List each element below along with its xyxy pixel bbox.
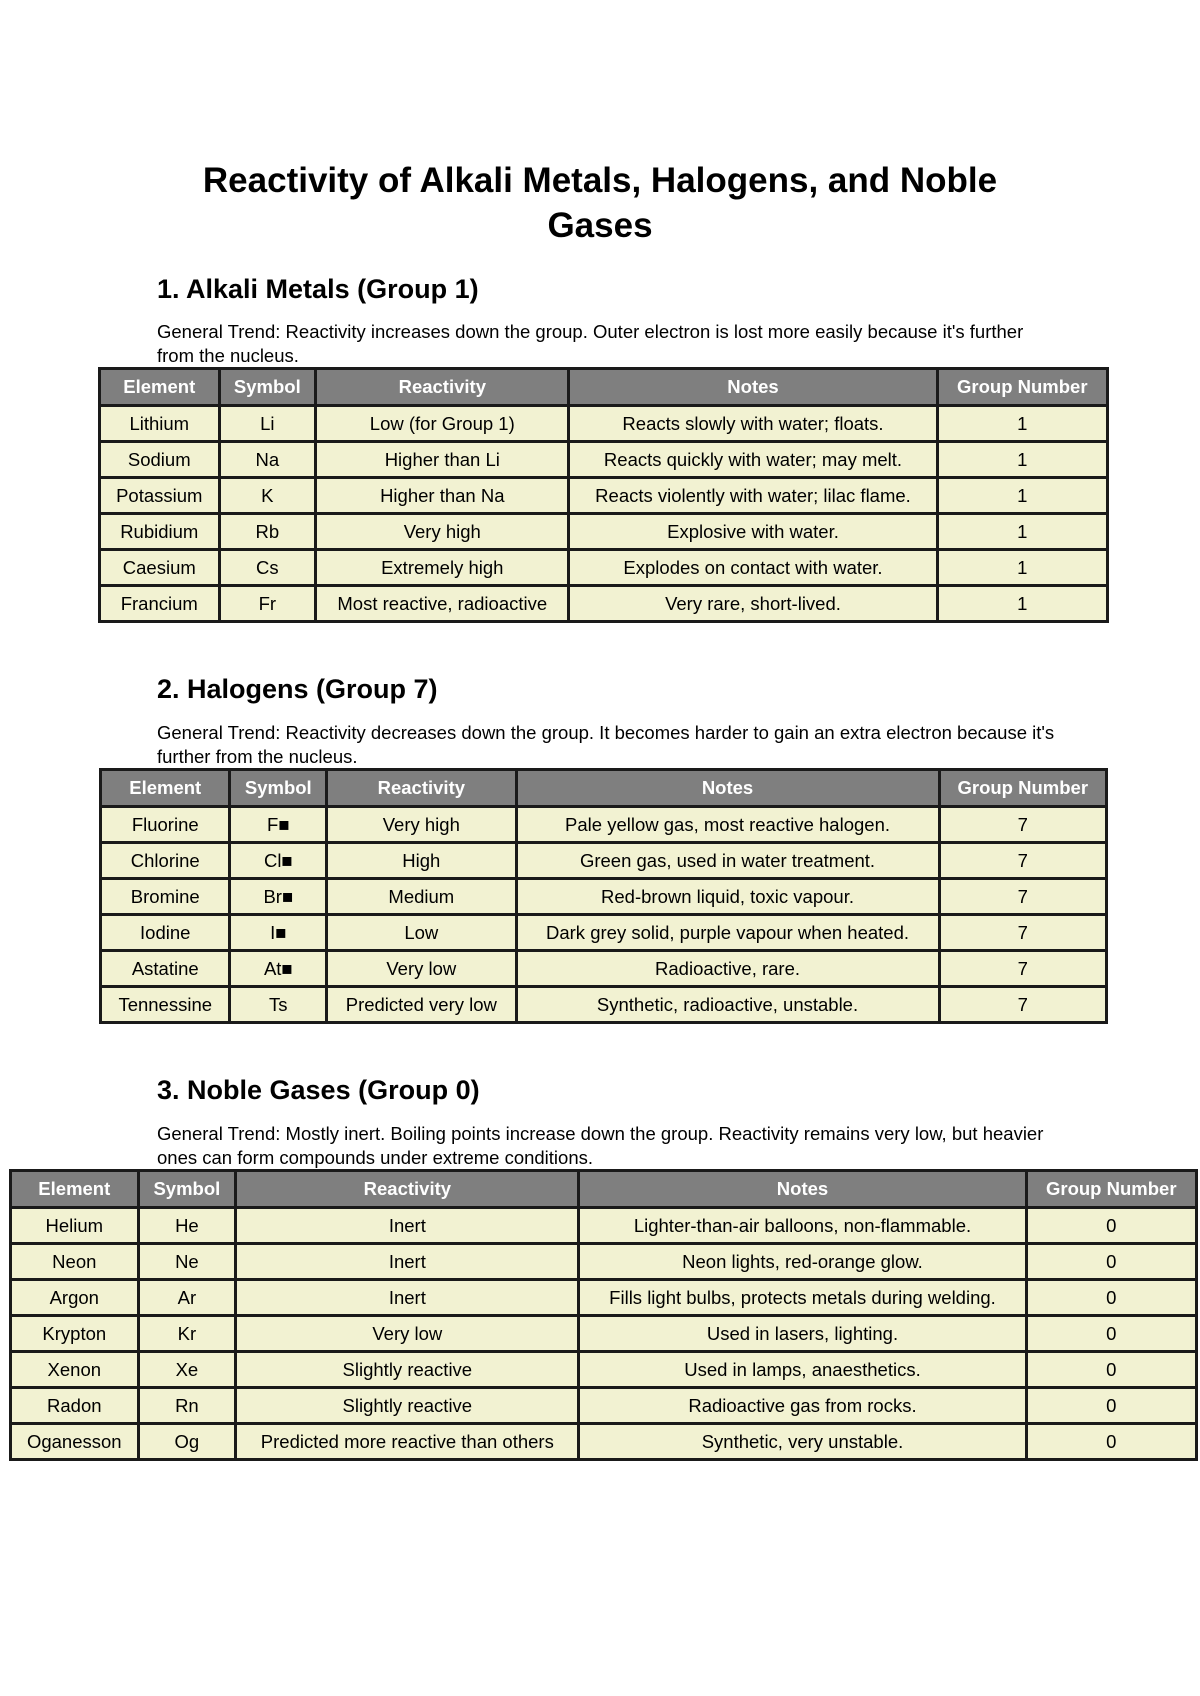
table-cell: Oganesson <box>11 1424 139 1460</box>
table-cell: Dark grey solid, purple vapour when heated. <box>516 915 939 951</box>
table-cell: Red-brown liquid, toxic vapour. <box>516 879 939 915</box>
table-cell: 0 <box>1026 1316 1196 1352</box>
table-cell: Tennessine <box>101 987 230 1023</box>
table-cell: Chlorine <box>101 843 230 879</box>
table-cell: 1 <box>937 442 1107 478</box>
table-cell: Pale yellow gas, most reactive halogen. <box>516 807 939 843</box>
table-row <box>100 478 1108 514</box>
table-cell: Reacts slowly with water; floats. <box>569 406 937 442</box>
table-cell: 1 <box>937 478 1107 514</box>
halogens-table <box>99 768 1108 1024</box>
table-cell: I■ <box>230 915 327 951</box>
table-cell: 7 <box>939 951 1106 987</box>
table-cell: Low <box>327 915 516 951</box>
table-cell: F■ <box>230 807 327 843</box>
column-header: Notes <box>516 770 939 807</box>
table-cell: Ne <box>138 1244 236 1280</box>
column-header: Reactivity <box>236 1171 579 1208</box>
table-cell: Synthetic, radioactive, unstable. <box>516 987 939 1023</box>
table-cell: Neon lights, red-orange glow. <box>579 1244 1026 1280</box>
table-row <box>100 442 1108 478</box>
table-cell: 1 <box>937 514 1107 550</box>
table-cell: 7 <box>939 987 1106 1023</box>
table-cell: 7 <box>939 807 1106 843</box>
column-header: Reactivity <box>327 770 516 807</box>
table-row <box>11 1424 1197 1460</box>
table-cell: 0 <box>1026 1244 1196 1280</box>
table-cell: Bromine <box>101 879 230 915</box>
alkali-metals-table <box>98 367 1109 623</box>
table-cell: Inert <box>236 1244 579 1280</box>
column-header: Group Number <box>939 770 1106 807</box>
table-cell: Inert <box>236 1208 579 1244</box>
column-header: Element <box>100 369 220 406</box>
general-trend-text: General Trend: Reactivity decreases down the group. It becomes harder to gain an extra electron because it's further from the nucleus. <box>157 722 1055 767</box>
table-cell: K <box>219 478 316 514</box>
column-header: Notes <box>569 369 937 406</box>
table-cell: Explosive with water. <box>569 514 937 550</box>
table-cell: Li <box>219 406 316 442</box>
table-cell: Used in lasers, lighting. <box>579 1316 1026 1352</box>
table-row <box>101 879 1107 915</box>
table-cell: Kr <box>138 1316 236 1352</box>
column-header: Notes <box>579 1171 1026 1208</box>
table-cell: 7 <box>939 879 1106 915</box>
table-cell: Rn <box>138 1388 236 1424</box>
table-row <box>11 1316 1197 1352</box>
table-row <box>101 915 1107 951</box>
table-cell: Potassium <box>100 478 220 514</box>
table-cell: 1 <box>937 586 1107 622</box>
table-cell: Slightly reactive <box>236 1388 579 1424</box>
table-cell: 0 <box>1026 1352 1196 1388</box>
table-cell: Fr <box>219 586 316 622</box>
table-cell: Higher than Na <box>316 478 569 514</box>
table-cell: He <box>138 1208 236 1244</box>
table-row <box>100 550 1108 586</box>
table-cell: Astatine <box>101 951 230 987</box>
table-row <box>100 586 1108 622</box>
column-header: Reactivity <box>316 369 569 406</box>
table-cell: Sodium <box>100 442 220 478</box>
table-row <box>11 1208 1197 1244</box>
table-cell: Rb <box>219 514 316 550</box>
table-cell: Predicted very low <box>327 987 516 1023</box>
table-cell: Fluorine <box>101 807 230 843</box>
table-cell: At■ <box>230 951 327 987</box>
table-cell: Reacts quickly with water; may melt. <box>569 442 937 478</box>
table-cell: Cs <box>219 550 316 586</box>
table-row <box>101 987 1107 1023</box>
table-row <box>100 514 1108 550</box>
table-row <box>11 1352 1197 1388</box>
section-heading: 3. Noble Gases (Group 0) <box>157 1075 480 1105</box>
table-cell: Radioactive, rare. <box>516 951 939 987</box>
table-header-row <box>100 369 1108 406</box>
table-cell: High <box>327 843 516 879</box>
table-cell: Caesium <box>100 550 220 586</box>
column-header: Element <box>11 1171 139 1208</box>
table-cell: Explodes on contact with water. <box>569 550 937 586</box>
table-cell: Very rare, short-lived. <box>569 586 937 622</box>
noble-gases-table <box>9 1169 1198 1461</box>
section-heading: 2. Halogens (Group 7) <box>157 674 438 704</box>
table-cell: Francium <box>100 586 220 622</box>
table-cell: Very low <box>327 951 516 987</box>
table-cell: Synthetic, very unstable. <box>579 1424 1026 1460</box>
table-cell: Higher than Li <box>316 442 569 478</box>
table-cell: Xenon <box>11 1352 139 1388</box>
table-cell: 7 <box>939 915 1106 951</box>
table-cell: Krypton <box>11 1316 139 1352</box>
table-cell: Neon <box>11 1244 139 1280</box>
table-cell: 0 <box>1026 1388 1196 1424</box>
table-cell: Lithium <box>100 406 220 442</box>
general-trend-text: General Trend: Reactivity increases down the group. Outer electron is lost more easily because it's further from the nucleus. <box>157 321 1024 366</box>
table-cell: Reacts violently with water; lilac flame. <box>569 478 937 514</box>
table-cell: Very high <box>327 807 516 843</box>
table-cell: Radioactive gas from rocks. <box>579 1388 1026 1424</box>
column-header: Group Number <box>1026 1171 1196 1208</box>
table-row <box>11 1388 1197 1424</box>
table-cell: Og <box>138 1424 236 1460</box>
table-cell: Used in lamps, anaesthetics. <box>579 1352 1026 1388</box>
page-title: Reactivity of Alkali Metals, Halogens, and Noble Gases <box>202 161 998 245</box>
table-cell: Very low <box>236 1316 579 1352</box>
table-cell: Rubidium <box>100 514 220 550</box>
table-cell: 0 <box>1026 1424 1196 1460</box>
general-trend-text: General Trend: Mostly inert. Boiling points increase down the group. Reactivity remains very low, but heavier ones can form compounds under extreme conditions. <box>157 1123 1044 1168</box>
table-cell: Br■ <box>230 879 327 915</box>
table-cell: Helium <box>11 1208 139 1244</box>
table-cell: Predicted more reactive than others <box>236 1424 579 1460</box>
table-row <box>101 843 1107 879</box>
table-cell: Cl■ <box>230 843 327 879</box>
table-cell: Inert <box>236 1280 579 1316</box>
column-header: Group Number <box>937 369 1107 406</box>
table-cell: 0 <box>1026 1280 1196 1316</box>
table-cell: 7 <box>939 843 1106 879</box>
table-cell: Ts <box>230 987 327 1023</box>
table-cell: Green gas, used in water treatment. <box>516 843 939 879</box>
table-row <box>101 807 1107 843</box>
column-header: Symbol <box>230 770 327 807</box>
table-header-row <box>101 770 1107 807</box>
column-header: Element <box>101 770 230 807</box>
table-cell: Xe <box>138 1352 236 1388</box>
table-cell: Extremely high <box>316 550 569 586</box>
table-cell: Ar <box>138 1280 236 1316</box>
table-cell: Slightly reactive <box>236 1352 579 1388</box>
table-cell: Fills light bulbs, protects metals during welding. <box>579 1280 1026 1316</box>
table-cell: Very high <box>316 514 569 550</box>
table-cell: Lighter-than-air balloons, non-flammable. <box>579 1208 1026 1244</box>
table-cell: 0 <box>1026 1208 1196 1244</box>
table-header-row <box>11 1171 1197 1208</box>
table-cell: Medium <box>327 879 516 915</box>
table-cell: 1 <box>937 550 1107 586</box>
table-cell: Radon <box>11 1388 139 1424</box>
table-cell: Na <box>219 442 316 478</box>
table-cell: 1 <box>937 406 1107 442</box>
table-row <box>100 406 1108 442</box>
table-row <box>11 1280 1197 1316</box>
table-row <box>11 1244 1197 1280</box>
table-row <box>101 951 1107 987</box>
column-header: Symbol <box>219 369 316 406</box>
table-cell: Argon <box>11 1280 139 1316</box>
column-header: Symbol <box>138 1171 236 1208</box>
table-cell: Low (for Group 1) <box>316 406 569 442</box>
section-heading: 1. Alkali Metals (Group 1) <box>157 274 479 304</box>
table-cell: Iodine <box>101 915 230 951</box>
table-cell: Most reactive, radioactive <box>316 586 569 622</box>
